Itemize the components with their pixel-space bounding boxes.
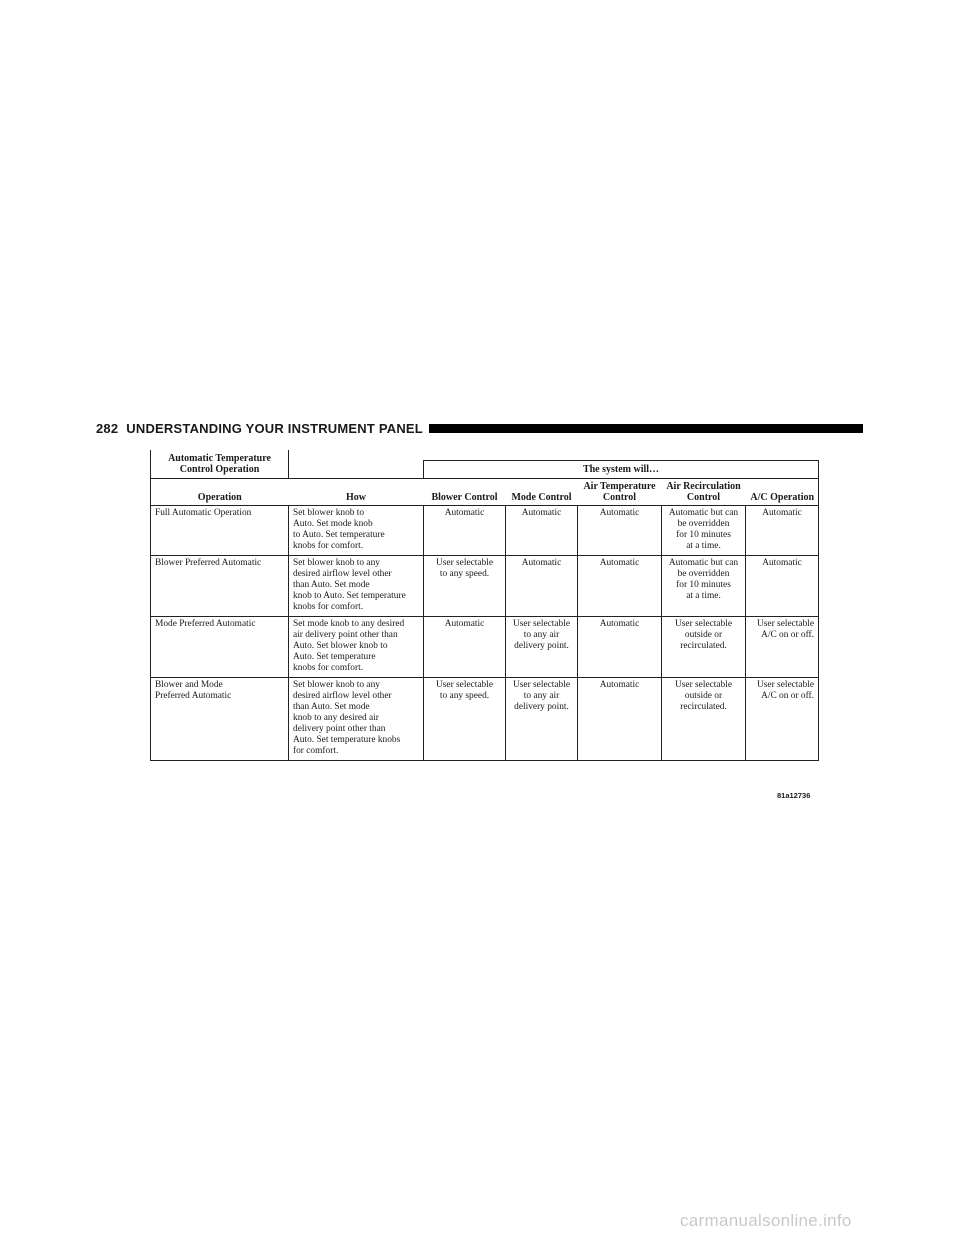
cell-how: Set blower knob to any desired airflow level other than Auto. Set mode knob to Auto. Set temperature knobs for comfort.: [289, 556, 424, 617]
col-ac-operation: A/C Operation: [746, 479, 819, 506]
cell-blower: User selectable to any speed.: [424, 678, 506, 761]
header-rule: [429, 424, 863, 433]
col-operation: Operation: [151, 479, 289, 506]
col-air-temperature-control: Air Temperature Control: [578, 479, 662, 506]
cell-how: Set blower knob to Auto. Set mode knob to Auto. Set temperature knobs for comfort.: [289, 506, 424, 556]
cell-blower: User selectable to any speed.: [424, 556, 506, 617]
cell-operation: Blower Preferred Automatic: [151, 556, 289, 617]
cell-ac: User selectable A/C on or off.: [746, 617, 819, 678]
col-air-recirculation-control: Air Recirculation Control: [662, 479, 746, 506]
table-title: Automatic Temperature Control Operation: [151, 450, 289, 479]
cell-how: Set mode knob to any desired air delivery point other than Auto. Set blower knob to Auto. Set temperature knobs for comfort.: [289, 617, 424, 678]
col-how: How: [289, 479, 424, 506]
cell-ac: Automatic: [746, 556, 819, 617]
col-blower-control: Blower Control: [424, 479, 506, 506]
cell-mode: Automatic: [506, 556, 578, 617]
cell-air-recirc: Automatic but can be overridden for 10 minutes at a time.: [662, 506, 746, 556]
table-row: [151, 506, 819, 556]
cell-air-temp: Automatic: [578, 617, 662, 678]
watermark: carmanualsonline.info: [680, 1211, 852, 1230]
figure-id: 81a12736: [777, 791, 811, 800]
cell-operation: Mode Preferred Automatic: [151, 617, 289, 678]
system-will-header: The system will…: [424, 461, 819, 479]
page-number: 282: [96, 420, 119, 436]
column-header-row: [151, 479, 819, 506]
cell-blower: Automatic: [424, 617, 506, 678]
table-row: [151, 678, 819, 761]
col-mode-control: Mode Control: [506, 479, 578, 506]
cell-operation: Blower and Mode Preferred Automatic: [151, 678, 289, 761]
cell-air-recirc: User selectable outside or recirculated.: [662, 678, 746, 761]
cell-air-recirc: Automatic but can be overridden for 10 minutes at a time.: [662, 556, 746, 617]
cell-ac: Automatic: [746, 506, 819, 556]
cell-mode: Automatic: [506, 506, 578, 556]
cell-air-temp: Automatic: [578, 678, 662, 761]
cell-mode: User selectable to any air delivery point.: [506, 678, 578, 761]
cell-air-temp: Automatic: [578, 506, 662, 556]
cell-blower: Automatic: [424, 506, 506, 556]
table-row: [151, 556, 819, 617]
table-title-row: [151, 450, 819, 461]
table-row: [151, 617, 819, 678]
atc-operation-table: [150, 450, 818, 761]
cell-ac: User selectable A/C on or off.: [746, 678, 819, 761]
page-header: [96, 419, 863, 437]
cell-mode: User selectable to any air delivery point.: [506, 617, 578, 678]
cell-air-recirc: User selectable outside or recirculated.: [662, 617, 746, 678]
cell-operation: Full Automatic Operation: [151, 506, 289, 556]
section-title: UNDERSTANDING YOUR INSTRUMENT PANEL: [126, 420, 423, 436]
cell-air-temp: Automatic: [578, 556, 662, 617]
cell-how: Set blower knob to any desired airflow level other than Auto. Set mode knob to any desired air delivery point other than Auto. Set temperature knobs for comfort.: [289, 678, 424, 761]
